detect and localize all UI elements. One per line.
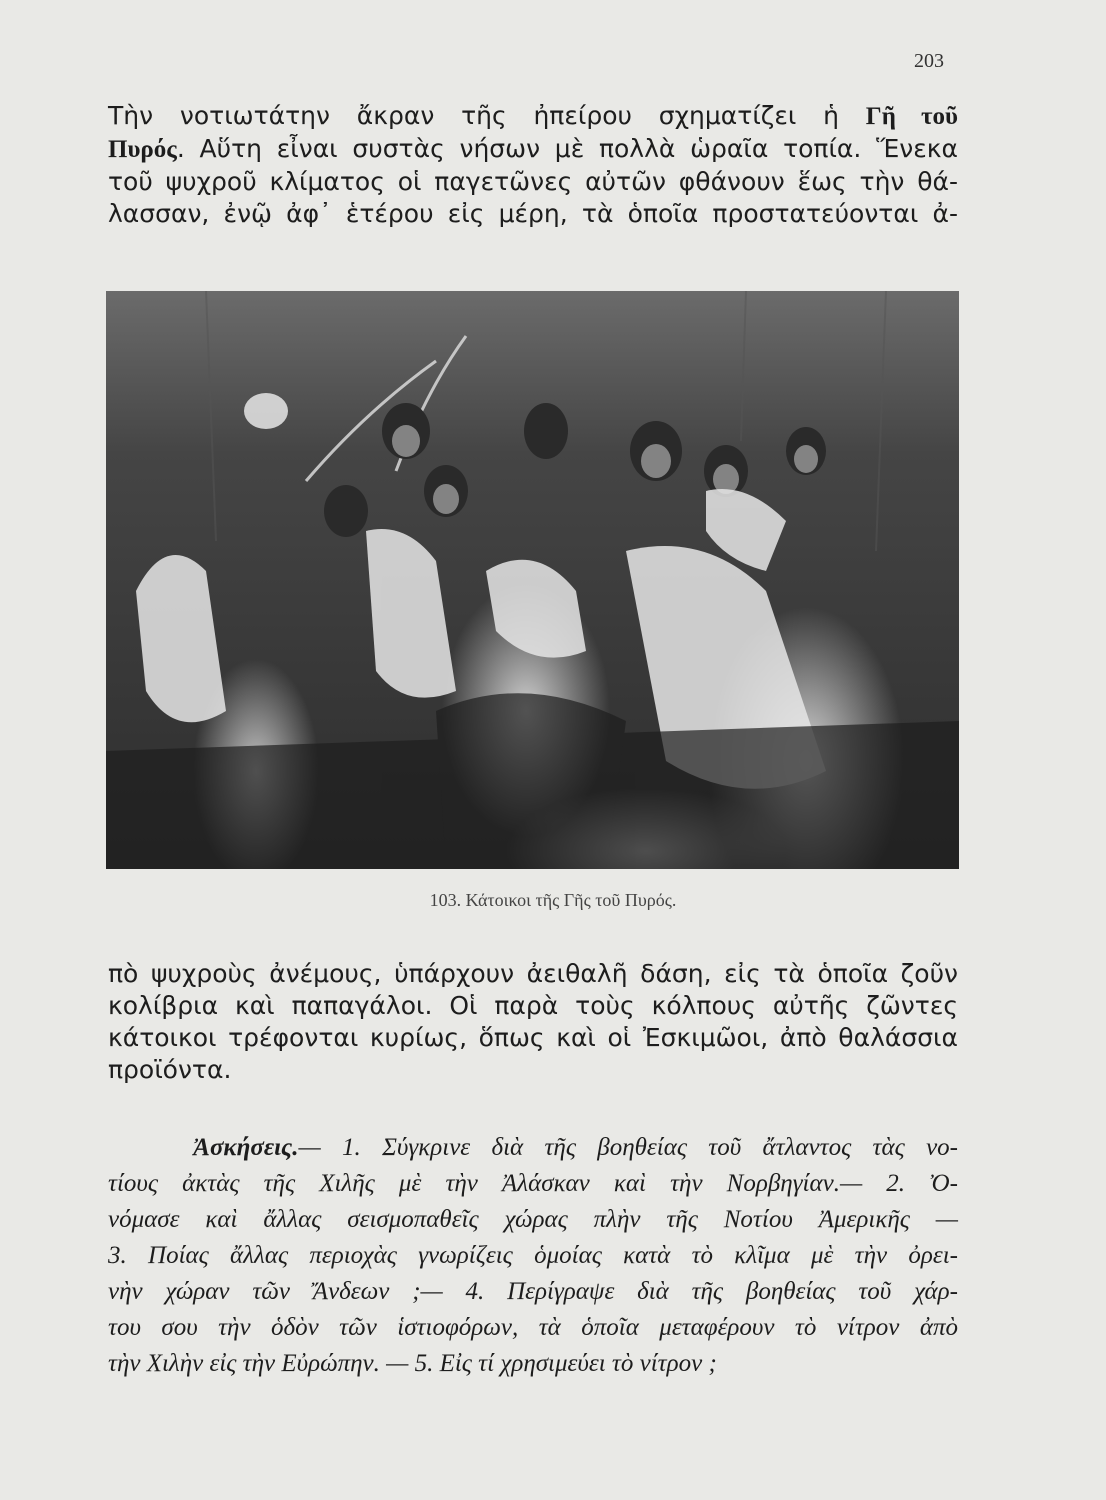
text-line: του σου τὴν ὁδὸν τῶν ἱστιοφόρων, τὰ ὁποῖα μεταφέρουν τὸ νίτρον ἀπὸ xyxy=(108,1314,958,1341)
text-line: κάτοικοι τρέφονται κυρίως, ὅπως καὶ οἱ Ἐσκιμῶοι, ἀπὸ θαλάσσια xyxy=(108,1023,958,1052)
text-line: προϊόντα. xyxy=(108,1055,232,1084)
text-line: νόμασε καὶ ἄλλας σεισμοπαθεῖς χώρας πλὴν τῆς Νοτίου Ἀμερικῆς — xyxy=(108,1206,958,1233)
exercises-heading: Ἀσκήσεις. xyxy=(193,1134,299,1161)
text-line: Πυρός. Αὕτη εἶναι συστὰς νήσων μὲ πολλὰ ὡραῖα τοπία. Ἕνεκα xyxy=(108,134,958,163)
exercises-section xyxy=(108,1130,958,1382)
text-line: Τὴν νοτιωτάτην ἄκραν τῆς ἠπείρου σχηματίζει ἡ Γῆ τοῦ xyxy=(108,101,958,130)
paragraph-continuation xyxy=(108,958,958,1086)
figure-caption: 103. Κάτοικοι τῆς Γῆς τοῦ Πυρός. xyxy=(429,890,677,910)
page-number: 203 xyxy=(914,50,944,72)
text-line: λασσαν, ἐνῷ ἀφ᾽ ἑτέρου εἰς μέρη, τὰ ὁποῖα προστατεύονται ἀ- xyxy=(108,199,958,228)
text-line: τοῦ ψυχροῦ κλίματος οἱ παγετῶνες αὐτῶν φθάνουν ἕως τὴν θά- xyxy=(108,167,958,196)
photo-inhabitants xyxy=(106,291,959,869)
text-line: Ἀσκήσεις.— 1. Σύγκρινε διὰ τῆς βοηθείας τοῦ ἄτλαντος τὰς νο- xyxy=(193,1134,959,1161)
text-line: τίους ἀκτὰς τῆς Χιλῆς μὲ τὴν Ἀλάσκαν καὶ τὴν Νορβηγίαν.— 2. Ὀ- xyxy=(108,1170,958,1197)
text-line: πὸ ψυχροὺς ἀνέμους, ὑπάρχουν ἀειθαλῆ δάση, εἰς τὰ ὁποῖα ζοῦν xyxy=(108,959,958,988)
text-line: τὴν Χιλὴν εἰς τὴν Εὐρώπην. — 5. Εἰς τί χρησιμεύει τὸ νίτρον ; xyxy=(108,1350,717,1377)
text-line: 3. Ποίας ἄλλας περιοχὰς γνωρίζεις ὁμοίας κατὰ τὸ κλῖμα μὲ τὴν ὀρει- xyxy=(108,1242,958,1269)
photo-illustration xyxy=(106,291,959,869)
paragraph-tierra-del-fuego xyxy=(108,100,958,230)
text-line: νὴν χώραν τῶν Ἄνδεων ;— 4. Περίγραψε διὰ τῆς βοηθείας τοῦ χάρ- xyxy=(108,1278,958,1305)
text-line: κολίβρια καὶ παπαγάλοι. Οἱ παρὰ τοὺς κόλπους αὐτῆς ζῶντες xyxy=(108,991,958,1020)
